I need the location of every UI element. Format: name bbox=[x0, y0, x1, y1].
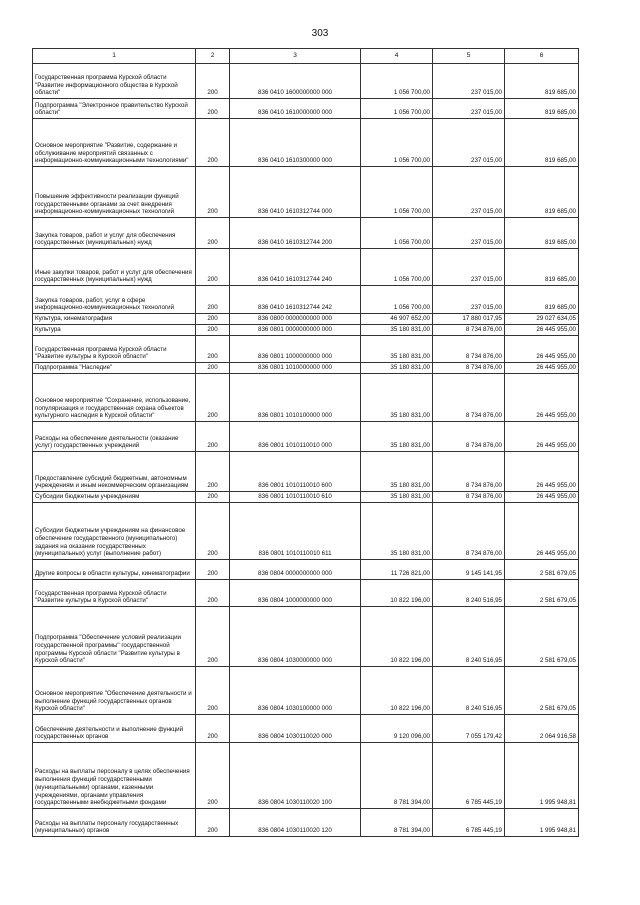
row-code-200-cell: 200 bbox=[196, 607, 230, 667]
row-amount-executed-cell: 8 240 516,95 bbox=[433, 667, 505, 715]
row-code-200-cell: 200 bbox=[196, 715, 230, 743]
row-amount-executed-cell: 17 880 017,95 bbox=[433, 314, 505, 325]
row-name-cell: Государственная программа Курской области "Развитие культуры в Курской области" bbox=[33, 580, 196, 607]
table-row bbox=[33, 580, 579, 607]
row-classification-code-cell: 836 0410 1610312744 240 bbox=[230, 249, 361, 286]
page-number: 303 bbox=[311, 28, 329, 39]
budget-table bbox=[32, 48, 579, 837]
row-code-200-cell: 200 bbox=[196, 99, 230, 119]
row-amount-executed-cell: 8 734 876,00 bbox=[433, 452, 505, 492]
row-amount-executed-cell: 237 015,00 bbox=[433, 249, 505, 286]
row-amount-executed-cell: 8 734 876,00 bbox=[433, 492, 505, 503]
row-amount-remaining-cell: 29 027 634,05 bbox=[505, 314, 579, 325]
row-amount-planned-cell: 35 180 831,00 bbox=[361, 452, 433, 492]
row-amount-executed-cell: 237 015,00 bbox=[433, 167, 505, 218]
row-amount-executed-cell: 9 145 141,95 bbox=[433, 560, 505, 580]
row-amount-remaining-cell: 2 581 679,05 bbox=[505, 580, 579, 607]
row-amount-remaining-cell: 2 064 916,58 bbox=[505, 715, 579, 743]
row-code-200-cell: 200 bbox=[196, 64, 230, 99]
row-amount-planned-cell: 1 056 700,00 bbox=[361, 249, 433, 286]
row-amount-planned-cell: 1 056 700,00 bbox=[361, 286, 433, 314]
row-code-200-cell: 200 bbox=[196, 452, 230, 492]
table-row bbox=[33, 286, 579, 314]
row-classification-code-cell: 836 0801 1010100000 000 bbox=[230, 374, 361, 422]
row-name-cell: Закупка товаров, работ и услуг для обеспечения государственных (муниципальных) нужд bbox=[33, 218, 196, 249]
row-classification-code-cell: 836 0804 0000000000 000 bbox=[230, 560, 361, 580]
row-amount-executed-cell: 237 015,00 bbox=[433, 64, 505, 99]
row-classification-code-cell: 836 0801 1010110010 610 bbox=[230, 492, 361, 503]
table-row bbox=[33, 363, 579, 374]
row-name-cell: Повышение эффективности реализации функций государственными органами за счет внедрения информационно-коммуникационных технологий bbox=[33, 167, 196, 218]
table-row bbox=[33, 167, 579, 218]
row-amount-executed-cell: 8 734 876,00 bbox=[433, 325, 505, 336]
row-amount-executed-cell: 237 015,00 bbox=[433, 286, 505, 314]
row-amount-remaining-cell: 819 685,00 bbox=[505, 64, 579, 99]
row-amount-executed-cell: 7 055 179,42 bbox=[433, 715, 505, 743]
row-name-cell: Государственная программа Курской области "Развитие культуры в Курской области" bbox=[33, 336, 196, 363]
row-amount-planned-cell: 10 822 196,00 bbox=[361, 580, 433, 607]
row-amount-remaining-cell: 2 581 679,05 bbox=[505, 560, 579, 580]
row-amount-planned-cell: 1 056 700,00 bbox=[361, 119, 433, 167]
row-amount-remaining-cell: 819 685,00 bbox=[505, 286, 579, 314]
row-amount-remaining-cell: 26 445 955,00 bbox=[505, 492, 579, 503]
table-row bbox=[33, 64, 579, 99]
column-header: 2 bbox=[196, 49, 230, 64]
row-name-cell: Предоставление субсидий бюджетным, автономным учреждениям и иным некоммерческим организациям bbox=[33, 452, 196, 492]
row-amount-planned-cell: 1 056 700,00 bbox=[361, 218, 433, 249]
row-classification-code-cell: 836 0804 1030100000 000 bbox=[230, 667, 361, 715]
row-name-cell: Государственная программа Курской области "Развитие информационного общества в Курской области" bbox=[33, 64, 196, 99]
table-row bbox=[33, 374, 579, 422]
row-amount-planned-cell: 35 180 831,00 bbox=[361, 363, 433, 374]
row-amount-planned-cell: 11 726 821,00 bbox=[361, 560, 433, 580]
row-code-200-cell: 200 bbox=[196, 560, 230, 580]
column-header: 1 bbox=[33, 49, 196, 64]
row-code-200-cell: 200 bbox=[196, 119, 230, 167]
row-classification-code-cell: 836 0410 1610312744 200 bbox=[230, 218, 361, 249]
row-amount-executed-cell: 8 734 876,00 bbox=[433, 503, 505, 560]
row-code-200-cell: 200 bbox=[196, 363, 230, 374]
table-row bbox=[33, 809, 579, 837]
row-code-200-cell: 200 bbox=[196, 336, 230, 363]
table-row bbox=[33, 249, 579, 286]
column-header: 6 bbox=[505, 49, 579, 64]
row-code-200-cell: 200 bbox=[196, 743, 230, 809]
row-name-cell: Другие вопросы в области культуры, кинематографии bbox=[33, 560, 196, 580]
row-amount-executed-cell: 8 734 876,00 bbox=[433, 336, 505, 363]
row-code-200-cell: 200 bbox=[196, 580, 230, 607]
table-row bbox=[33, 452, 579, 492]
row-amount-planned-cell: 10 822 196,00 bbox=[361, 667, 433, 715]
row-amount-remaining-cell: 819 685,00 bbox=[505, 99, 579, 119]
row-name-cell: Расходы на выплаты персоналу в целях обеспечения выполнения функций государственными (муниципальными) органами, казенными учреждениями, органами управления государственными внебюджетными фондами bbox=[33, 743, 196, 809]
row-amount-remaining-cell: 26 445 955,00 bbox=[505, 452, 579, 492]
row-code-200-cell: 200 bbox=[196, 314, 230, 325]
row-amount-executed-cell: 237 015,00 bbox=[433, 99, 505, 119]
table-row bbox=[33, 325, 579, 336]
table-row bbox=[33, 560, 579, 580]
row-classification-code-cell: 836 0804 1030110020 120 bbox=[230, 809, 361, 837]
table-row bbox=[33, 119, 579, 167]
row-amount-planned-cell: 35 180 831,00 bbox=[361, 336, 433, 363]
row-code-200-cell: 200 bbox=[196, 503, 230, 560]
row-amount-planned-cell: 8 781 394,00 bbox=[361, 743, 433, 809]
row-amount-remaining-cell: 26 445 955,00 bbox=[505, 363, 579, 374]
row-amount-executed-cell: 6 785 445,19 bbox=[433, 743, 505, 809]
row-name-cell: Основное мероприятие "Сохранение, использование, популяризация и государственная охрана объектов культурного наследия в Курской области" bbox=[33, 374, 196, 422]
row-name-cell: Субсидии бюджетным учреждениям на финансовое обеспечение государственного (муниципального) задания на оказание государственных (муниципальных) услуг (выполнение работ) bbox=[33, 503, 196, 560]
row-amount-remaining-cell: 26 445 955,00 bbox=[505, 336, 579, 363]
table-row bbox=[33, 607, 579, 667]
row-name-cell: Подпрограмма "Наследие" bbox=[33, 363, 196, 374]
row-name-cell: Культура, кинематография bbox=[33, 314, 196, 325]
row-amount-remaining-cell: 26 445 955,00 bbox=[505, 503, 579, 560]
row-amount-executed-cell: 8 240 516,95 bbox=[433, 607, 505, 667]
row-name-cell: Субсидии бюджетным учреждениям bbox=[33, 492, 196, 503]
row-classification-code-cell: 836 0804 1030110020 000 bbox=[230, 715, 361, 743]
row-amount-remaining-cell: 819 685,00 bbox=[505, 167, 579, 218]
row-classification-code-cell: 836 0410 1610000000 000 bbox=[230, 99, 361, 119]
row-name-cell: Расходы на обеспечение деятельности (оказание услуг) государственных учреждений bbox=[33, 422, 196, 452]
row-classification-code-cell: 836 0804 1000000000 000 bbox=[230, 580, 361, 607]
row-amount-planned-cell: 35 180 831,00 bbox=[361, 422, 433, 452]
table-row bbox=[33, 743, 579, 809]
table-row bbox=[33, 314, 579, 325]
row-amount-planned-cell: 1 056 700,00 bbox=[361, 167, 433, 218]
row-amount-executed-cell: 8 240 516,95 bbox=[433, 580, 505, 607]
row-amount-executed-cell: 237 015,00 bbox=[433, 218, 505, 249]
row-amount-executed-cell: 8 734 876,00 bbox=[433, 374, 505, 422]
row-code-200-cell: 200 bbox=[196, 422, 230, 452]
table-row bbox=[33, 99, 579, 119]
row-classification-code-cell: 836 0410 1610312744 242 bbox=[230, 286, 361, 314]
table-body bbox=[33, 64, 579, 837]
header-row bbox=[33, 49, 579, 64]
row-code-200-cell: 200 bbox=[196, 218, 230, 249]
column-header: 3 bbox=[230, 49, 361, 64]
row-amount-planned-cell: 1 056 700,00 bbox=[361, 99, 433, 119]
row-name-cell: Подпрограмма "Электронное правительство Курской области" bbox=[33, 99, 196, 119]
table-row bbox=[33, 492, 579, 503]
row-name-cell: Основное мероприятие "Обеспечение деятельности и выполнение функций государственных органов Курской области" bbox=[33, 667, 196, 715]
row-amount-remaining-cell: 1 995 948,81 bbox=[505, 809, 579, 837]
column-header: 5 bbox=[433, 49, 505, 64]
row-name-cell: Расходы на выплаты персоналу государственных (муниципальных) органов bbox=[33, 809, 196, 837]
row-classification-code-cell: 836 0800 0000000000 000 bbox=[230, 314, 361, 325]
row-amount-planned-cell: 8 781 394,00 bbox=[361, 809, 433, 837]
row-classification-code-cell: 836 0801 1010000000 000 bbox=[230, 363, 361, 374]
row-classification-code-cell: 836 0801 1010110010 000 bbox=[230, 422, 361, 452]
row-classification-code-cell: 836 0801 0000000000 000 bbox=[230, 325, 361, 336]
row-amount-planned-cell: 35 180 831,00 bbox=[361, 374, 433, 422]
row-code-200-cell: 200 bbox=[196, 325, 230, 336]
row-amount-executed-cell: 8 734 876,00 bbox=[433, 422, 505, 452]
row-amount-remaining-cell: 2 581 679,05 bbox=[505, 607, 579, 667]
row-classification-code-cell: 836 0410 1610300000 000 bbox=[230, 119, 361, 167]
row-amount-remaining-cell: 819 685,00 bbox=[505, 249, 579, 286]
row-classification-code-cell: 836 0801 1000000000 000 bbox=[230, 336, 361, 363]
row-name-cell: Иные закупки товаров, работ и услуг для обеспечения государственных (муниципальных) нужд bbox=[33, 249, 196, 286]
row-amount-planned-cell: 35 180 831,00 bbox=[361, 325, 433, 336]
row-amount-planned-cell: 1 056 700,00 bbox=[361, 64, 433, 99]
row-amount-remaining-cell: 26 445 955,00 bbox=[505, 325, 579, 336]
column-header: 4 bbox=[361, 49, 433, 64]
row-classification-code-cell: 836 0410 1600000000 000 bbox=[230, 64, 361, 99]
row-code-200-cell: 200 bbox=[196, 167, 230, 218]
row-amount-executed-cell: 8 734 876,00 bbox=[433, 363, 505, 374]
row-classification-code-cell: 836 0801 1010110010 600 bbox=[230, 452, 361, 492]
row-code-200-cell: 200 bbox=[196, 286, 230, 314]
row-amount-planned-cell: 10 822 196,00 bbox=[361, 607, 433, 667]
table-row bbox=[33, 715, 579, 743]
table-row bbox=[33, 336, 579, 363]
row-amount-remaining-cell: 2 581 679,05 bbox=[505, 667, 579, 715]
row-code-200-cell: 200 bbox=[196, 667, 230, 715]
table-row bbox=[33, 218, 579, 249]
row-amount-executed-cell: 6 785 445,19 bbox=[433, 809, 505, 837]
row-classification-code-cell: 836 0801 1010110010 611 bbox=[230, 503, 361, 560]
row-code-200-cell: 200 bbox=[196, 249, 230, 286]
row-classification-code-cell: 836 0410 1610312744 000 bbox=[230, 167, 361, 218]
row-code-200-cell: 200 bbox=[196, 374, 230, 422]
row-name-cell: Подпрограмма "Обеспечение условий реализации государственной программы" государственной программы Курской области "Развитие культуры в Курской области" bbox=[33, 607, 196, 667]
row-name-cell: Культура bbox=[33, 325, 196, 336]
row-code-200-cell: 200 bbox=[196, 492, 230, 503]
row-name-cell: Обеспечение деятельности и выполнение функций государственных органов bbox=[33, 715, 196, 743]
row-name-cell: Основное мероприятие "Развитие, содержание и обслуживание мероприятий связанных с информационно-коммуникационными технологиями" bbox=[33, 119, 196, 167]
row-name-cell: Закупка товаров, работ, услуг в сфере информационно-коммуникационных технологий bbox=[33, 286, 196, 314]
table-row bbox=[33, 422, 579, 452]
row-amount-executed-cell: 237 015,00 bbox=[433, 119, 505, 167]
row-classification-code-cell: 836 0804 1030110020 100 bbox=[230, 743, 361, 809]
row-amount-remaining-cell: 26 445 955,00 bbox=[505, 374, 579, 422]
row-classification-code-cell: 836 0804 1030000000 000 bbox=[230, 607, 361, 667]
table-row bbox=[33, 667, 579, 715]
row-amount-remaining-cell: 819 685,00 bbox=[505, 218, 579, 249]
row-amount-remaining-cell: 819 685,00 bbox=[505, 119, 579, 167]
row-amount-planned-cell: 35 180 831,00 bbox=[361, 503, 433, 560]
table-row bbox=[33, 503, 579, 560]
row-amount-planned-cell: 9 120 096,00 bbox=[361, 715, 433, 743]
row-amount-planned-cell: 46 907 652,00 bbox=[361, 314, 433, 325]
row-amount-remaining-cell: 1 995 948,81 bbox=[505, 743, 579, 809]
row-amount-planned-cell: 35 180 831,00 bbox=[361, 492, 433, 503]
row-amount-remaining-cell: 26 445 955,00 bbox=[505, 422, 579, 452]
row-code-200-cell: 200 bbox=[196, 809, 230, 837]
